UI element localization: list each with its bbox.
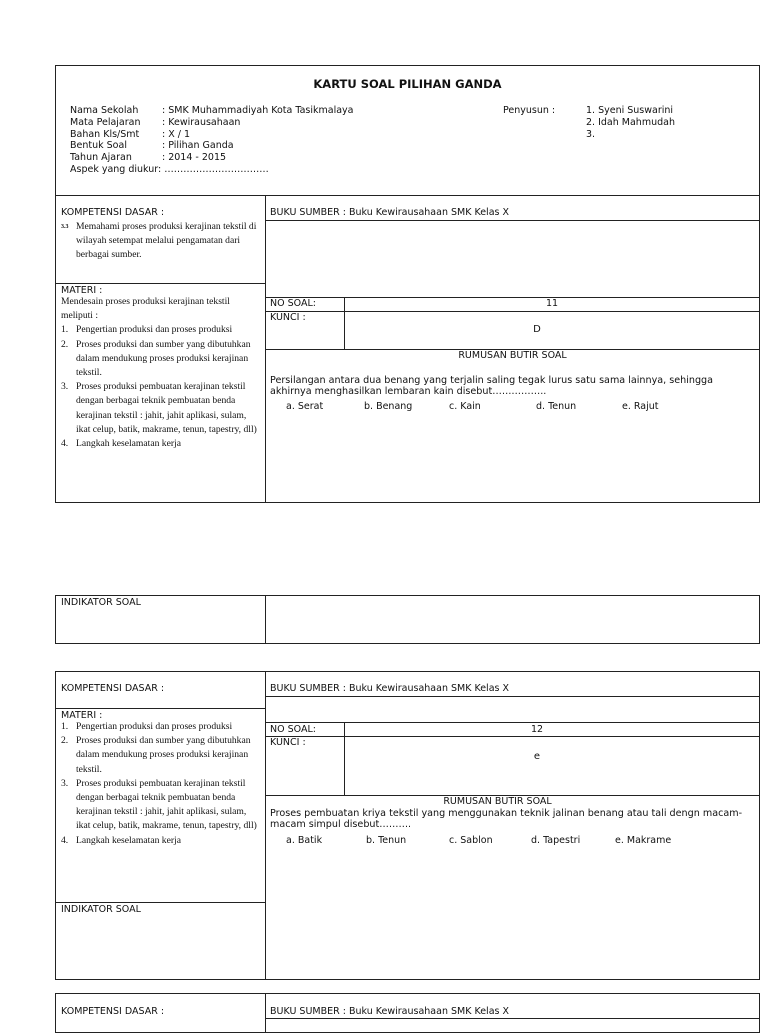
- kunci-value: D: [533, 324, 541, 335]
- option-c: c. Sablon: [449, 835, 493, 846]
- divider: [265, 722, 760, 723]
- no-soal-label: NO SOAL:: [270, 724, 316, 735]
- answer-options: [286, 401, 756, 412]
- list-item: 4. Langkah keselamatan kerja: [61, 834, 181, 846]
- info-value: : Kewirausahaan: [162, 116, 241, 128]
- divider: [265, 696, 760, 697]
- kompetensi-label: KOMPETENSI DASAR :: [61, 1006, 165, 1017]
- info-label: Aspek yang diukur: [70, 163, 159, 175]
- indikator-label: INDIKATOR SOAL: [61, 904, 141, 915]
- divider: [265, 220, 760, 221]
- rumusan-label: RUMUSAN BUTIR SOAL: [458, 350, 567, 361]
- materi-label: MATERI :: [61, 285, 103, 296]
- option-a: a. Batik: [286, 835, 323, 846]
- penyusun-item: 2. Idah Mahmudah: [586, 116, 675, 128]
- no-soal-label: NO SOAL:: [270, 298, 316, 309]
- penyusun-item: 1. Syeni Suswarini: [586, 105, 674, 116]
- answer-options: [286, 835, 756, 846]
- kompetensi-label: KOMPETENSI DASAR :: [61, 683, 165, 694]
- card-3-divider: [265, 993, 266, 1033]
- divider: [55, 708, 265, 709]
- materi-intro: Mendesain proses produksi kerajinan tekstil meliputi :: [61, 296, 230, 322]
- indikator-label: INDIKATOR SOAL: [61, 597, 141, 608]
- option-d: d. Tapestri: [531, 835, 581, 846]
- list-item: 4. Langkah keselamatan kerja: [61, 438, 181, 450]
- option-a: a. Serat: [286, 401, 324, 412]
- info-value: : X / 1: [162, 128, 191, 140]
- option-b: b. Tenun: [366, 835, 407, 846]
- school-info: [70, 105, 354, 176]
- kd-text: Memahami proses produksi kerajinan tekstil di wilayah setempat melalui pengamatan dari berbagai sumber.: [76, 221, 257, 261]
- divider: [55, 902, 265, 903]
- option-e: e. Makrame: [615, 835, 672, 846]
- info-row: [70, 105, 354, 117]
- option-e: e. Rajut: [622, 401, 659, 412]
- info-row: [70, 164, 354, 176]
- card-2-divider: [265, 671, 266, 980]
- kunci-value: e: [533, 751, 541, 762]
- no-soal-value: 12: [530, 724, 544, 735]
- divider: [265, 1018, 760, 1019]
- info-value: : 2014 - 2015: [162, 152, 227, 164]
- penyusun-list: [586, 105, 675, 140]
- list-item: 2. Proses produksi dan sumber yang dibutuhkan dalam mendukung proses produksi kerajinan tekstil.: [61, 338, 251, 379]
- divider: [265, 595, 266, 644]
- materi-content: [61, 720, 261, 848]
- divider: [265, 736, 760, 737]
- option-d: d. Tenun: [536, 401, 577, 412]
- divider: [55, 283, 265, 284]
- info-value: : Pilihan Ganda: [162, 140, 234, 152]
- info-value: : SMK Muhammadiyah Kota Tasikmalaya: [162, 105, 354, 116]
- buku-sumber: BUKU SUMBER : Buku Kewirausahaan SMK Kelas X: [270, 1006, 509, 1017]
- info-row: [70, 152, 354, 164]
- question-text: Persilangan antara dua benang yang terjalin saling tegak lurus satu sama lainnya, sehingga akhirnya menghasilkan lembaran kain disebut……………..: [270, 375, 714, 397]
- info-label: Mata Pelajaran: [70, 116, 141, 128]
- option-b: b. Benang: [364, 401, 413, 412]
- page-title: KARTU SOAL PILIHAN GANDA: [313, 77, 502, 91]
- info-label: Tahun Ajaran: [70, 152, 132, 164]
- info-label: Nama Sekolah: [70, 105, 139, 116]
- materi-label: MATERI :: [61, 710, 103, 721]
- indikator-box: [55, 595, 760, 644]
- rumusan-label: RUMUSAN BUTIR SOAL: [443, 796, 552, 807]
- info-row: [70, 129, 354, 141]
- list-item: 1. Pengertian produksi dan proses produksi: [61, 324, 233, 336]
- materi-list: [61, 720, 261, 848]
- kunci-label: KUNCI :: [270, 737, 306, 748]
- info-value: : ……………………………: [158, 163, 269, 175]
- penyusun-label: Penyusun :: [503, 105, 556, 116]
- penyusun-item: 3.: [586, 128, 596, 140]
- list-item: 2. Proses produksi dan sumber yang dibutuhkan dalam mendukung proses produksi kerajinan tekstil.: [61, 735, 251, 775]
- kompetensi-text: [61, 220, 261, 263]
- list-item: 3. Proses produksi pembuatan kerajinan tekstil dengan berbagai teknik pembuatan benda kerajinan tekstil : jahit, jahit aplikasi, sulam, ikat celup, batik, makrame, tenun, tapestry, dll): [61, 777, 257, 832]
- materi-list: [61, 323, 261, 451]
- kompetensi-label: KOMPETENSI DASAR :: [61, 207, 165, 218]
- kd-number: 3.3: [61, 224, 69, 230]
- info-label: Bahan Kls/Smt: [70, 128, 140, 140]
- kunci-label: KUNCI :: [270, 312, 306, 323]
- question-text: Proses pembuatan kriya tekstil yang menggunakan teknik jalinan benang atau tali dengn macam-macam simpul disebut……….: [270, 808, 743, 830]
- info-row: [70, 117, 354, 129]
- info-row: [70, 140, 354, 152]
- buku-sumber: BUKU SUMBER : Buku Kewirausahaan SMK Kelas X: [270, 207, 509, 218]
- info-label: Bentuk Soal: [70, 140, 127, 152]
- no-soal-value: 11: [545, 298, 559, 309]
- list-item: 1. Pengertian produksi dan proses produksi: [61, 721, 233, 732]
- materi-content: [61, 295, 261, 451]
- option-c: c. Kain: [449, 401, 481, 412]
- divider: [265, 311, 760, 312]
- list-item: 3. Proses produksi pembuatan kerajinan tekstil dengan berbagai teknik pembuatan benda kerajinan tekstil : jahit, jahit aplikasi, sulam, ikat celup, batik, makrame, tenun, tapestry, dll): [61, 381, 257, 435]
- buku-sumber: BUKU SUMBER : Buku Kewirausahaan SMK Kelas X: [270, 683, 509, 694]
